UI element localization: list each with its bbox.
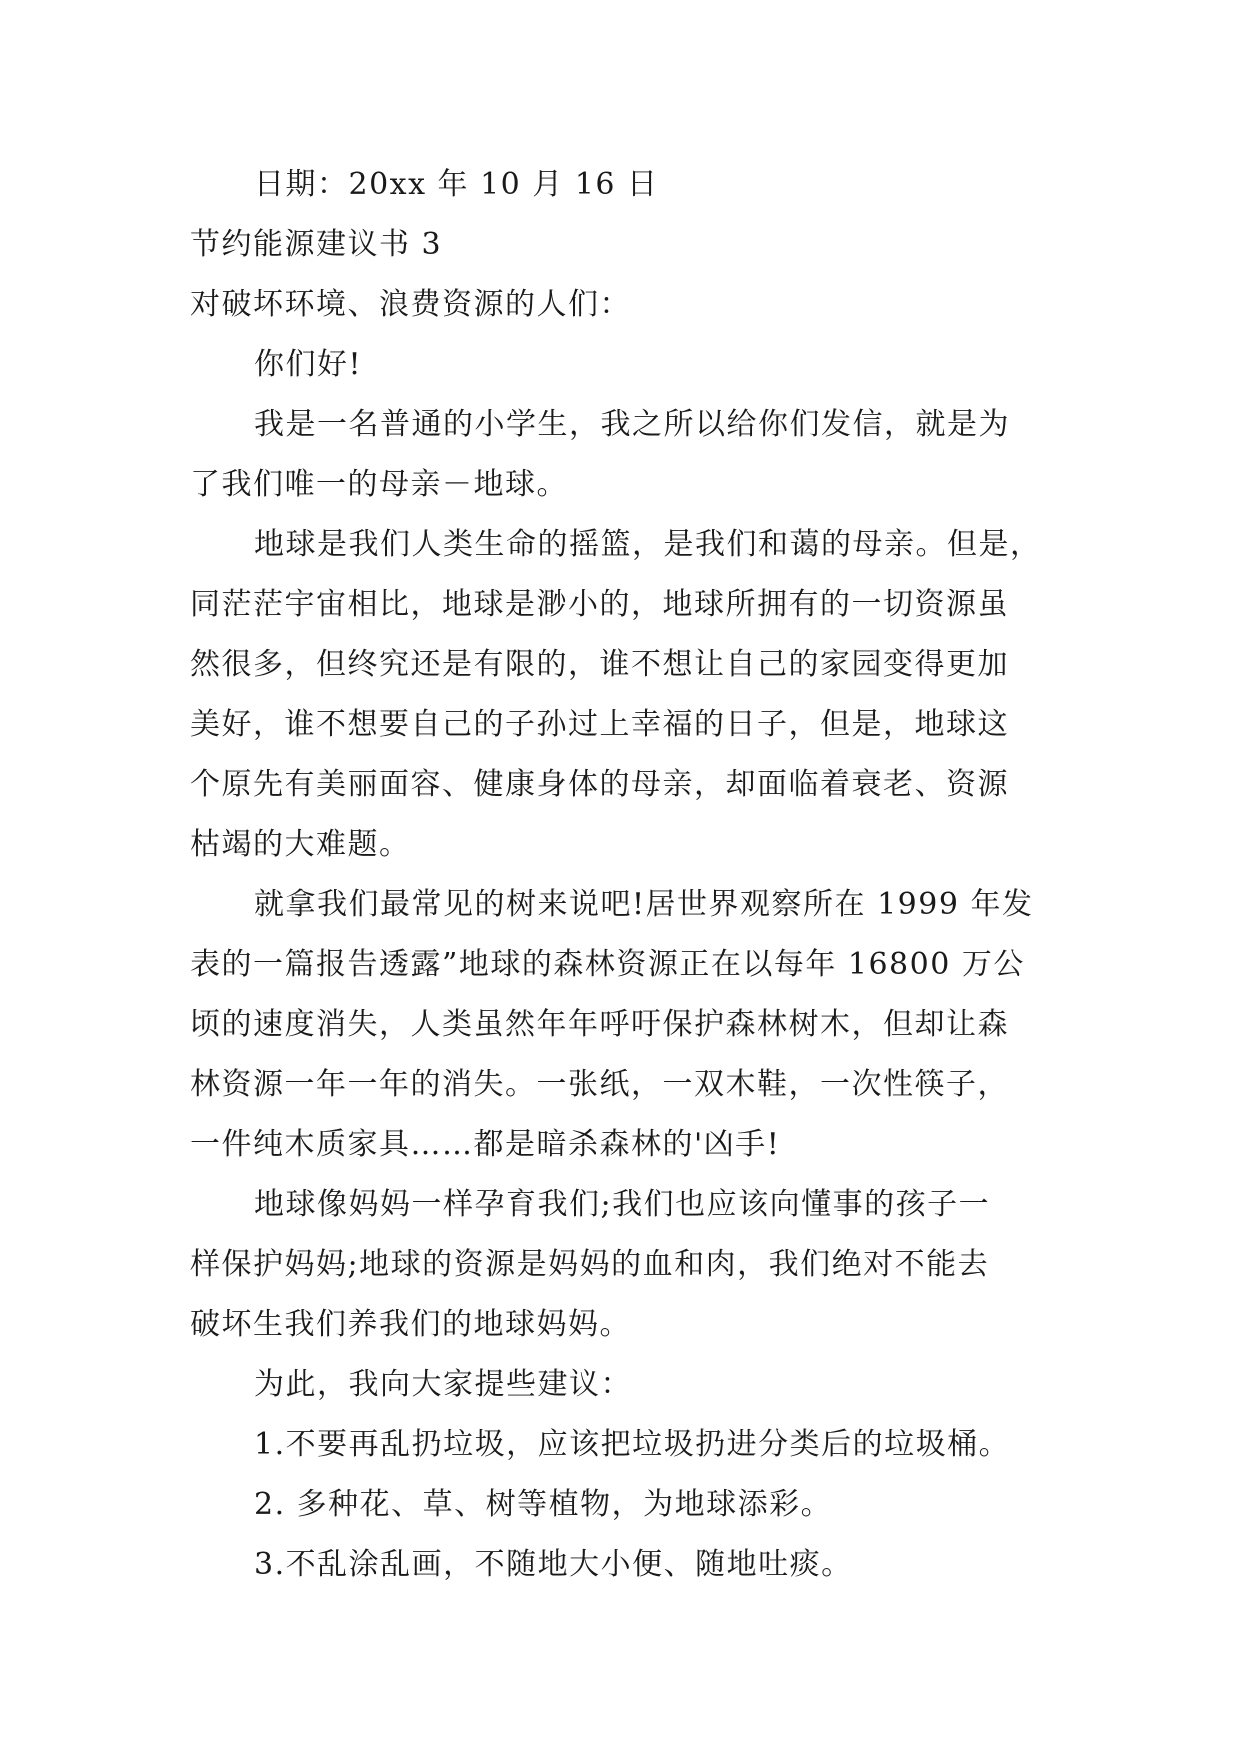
document-title: 节约能源建议书 3: [190, 227, 443, 262]
list-item: 2. 多种花、草、树等植物，为地球添彩。: [254, 1487, 833, 1522]
paragraph-line: 地球是我们人类生命的摇篮，是我们和蔼的母亲。但是，: [254, 527, 1042, 562]
paragraph-line: 个原先有美丽面容、健康身体的母亲，却面临着衰老、资源: [190, 767, 1009, 802]
paragraph-line: 为此，我向大家提些建议：: [254, 1367, 632, 1402]
paragraph-line: 了我们唯一的母亲－地球。: [190, 467, 568, 502]
paragraph-line: 就拿我们最常见的树来说吧!居世界观察所在 1999 年发: [254, 887, 1034, 922]
paragraph-line: 表的一篇报告透露”地球的森林资源正在以每年 16800 万公: [190, 947, 1025, 982]
paragraph-line: 样保护妈妈;地球的资源是妈妈的血和肉，我们绝对不能去: [190, 1247, 990, 1282]
paragraph-line: 枯竭的大难题。: [190, 827, 411, 862]
salutation: 对破坏环境、浪费资源的人们：: [190, 287, 631, 322]
list-item: 3.不乱涂乱画，不随地大小便、随地吐痰。: [254, 1547, 853, 1582]
paragraph-line: 破坏生我们养我们的地球妈妈。: [190, 1307, 631, 1342]
paragraph-line: 林资源一年一年的消失。一张纸，一双木鞋，一次性筷子，: [190, 1067, 1009, 1102]
paragraph-line: 地球像妈妈一样孕育我们;我们也应该向懂事的孩子一: [254, 1187, 991, 1222]
greeting: 你们好!: [254, 347, 363, 382]
date-line: 日期：20xx 年 10 月 16 日: [254, 167, 659, 202]
paragraph-line: 同茫茫宇宙相比，地球是渺小的，地球所拥有的一切资源虽: [190, 587, 1009, 622]
paragraph-line: 我是一名普通的小学生，我之所以给你们发信，就是为: [254, 407, 1010, 442]
paragraph-line: 一件纯木质家具……都是暗杀森林的'凶手!: [190, 1127, 781, 1162]
paragraph-line: 然很多，但终究还是有限的，谁不想让自己的家园变得更加: [190, 647, 1009, 682]
paragraph-line: 美好，谁不想要自己的子孙过上幸福的日子，但是，地球这: [190, 707, 1009, 742]
paragraph-line: 顷的速度消失，人类虽然年年呼吁保护森林树木，但却让森: [190, 1007, 1009, 1042]
list-item: 1.不要再乱扔垃圾，应该把垃圾扔进分类后的垃圾桶。: [254, 1427, 1011, 1462]
